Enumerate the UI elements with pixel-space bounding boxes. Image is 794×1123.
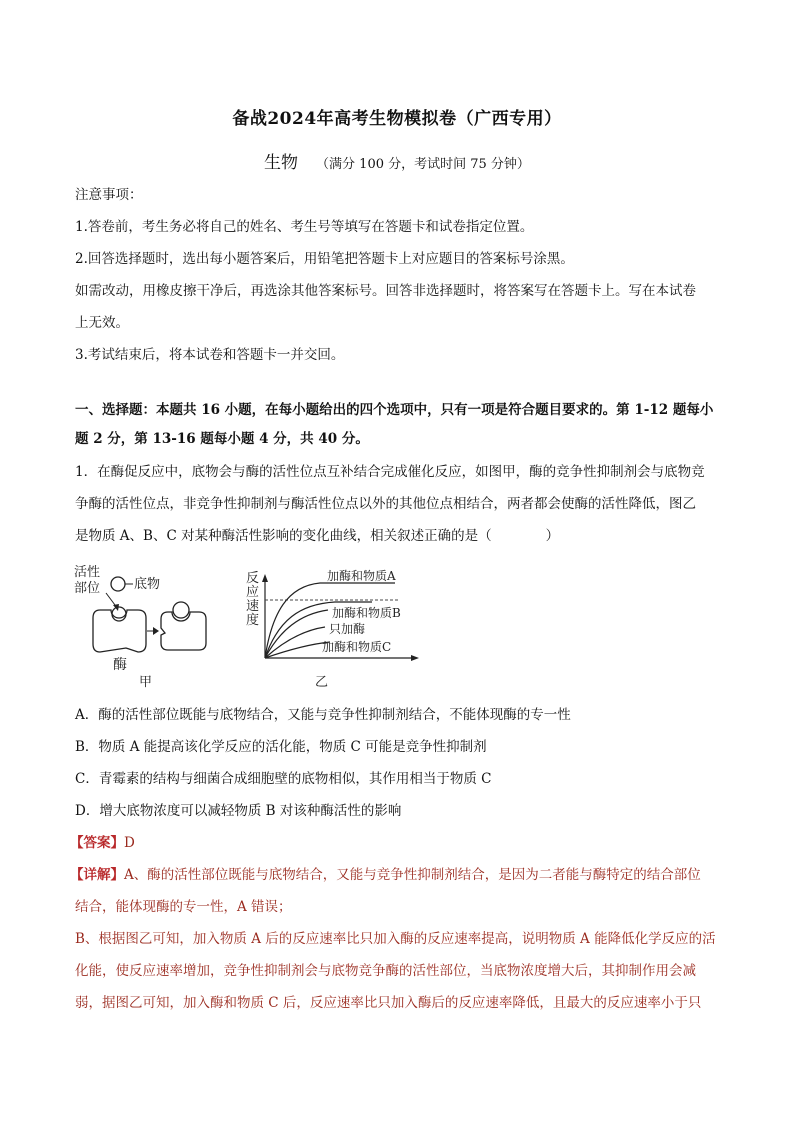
notice-item: 1.答卷前，考生务必将自己的姓名、考生号等填写在答题卡和试卷指定位置。 [75, 219, 534, 235]
section-heading-cont: 题 2 分，第 13-16 题每小题 4 分，共 40 分。 [75, 431, 369, 447]
answer-value: D [124, 835, 135, 851]
exam-info: （满分 100 分，考试时间 75 分钟） [316, 157, 530, 172]
page-title: 备战2024年高考生物模拟卷（广西专用） [232, 109, 562, 129]
notice-item: 2.回答选择题时，选出每小题答案后，用铅笔把答题卡上对应题目的答案标号涂黑。 [75, 251, 574, 267]
label-active-site-2: 部位 [74, 581, 101, 596]
reaction-arrowhead [153, 627, 159, 635]
notice-item: 上无效。 [75, 315, 129, 331]
enzyme-shape-left [93, 610, 146, 652]
subject-label: 生物 [264, 153, 299, 173]
explain-text: 结合，能体现酶的专一性，A 错误； [75, 899, 292, 915]
question-stem: 争酶的活性位点，非竞争性抑制剂与酶活性位点以外的其他位点相结合，两者都会使酶的活性降低，图乙 [75, 496, 696, 512]
explain-text: A、酶的活性部位既能与底物结合，又能与竞争性抑制剂结合，是因为二者能与酶特定的结合部位 [124, 867, 701, 883]
series-label-b: 加酶和物质B [332, 606, 401, 620]
explain-text: 化能，使反应速率增加，竞争性抑制剂会与底物竞争酶的活性部位，当底物浓度增大后，其抑制作用会减 [75, 963, 696, 979]
caption-yi: 乙 [315, 675, 329, 690]
substrate-circle [111, 577, 125, 591]
y-axis-arrowhead [262, 574, 268, 582]
explain-label: 【详解】 [70, 867, 124, 883]
option-a: A．酶的活性部位既能与底物结合，又能与竞争性抑制剂结合，不能体现酶的专一性 [75, 707, 571, 723]
series-label-enzyme-only: 只加酶 [329, 622, 366, 636]
released-substrate [173, 602, 189, 618]
caption-jia: 甲 [139, 675, 153, 690]
section-heading: 一、选择题：本题共 16 小题，在每小题给出的四个选项中，只有一项是符合题目要求的。第 1-12 题每小 [75, 402, 714, 418]
notice-item: 如需改动，用橡皮擦干净后，再选涂其他答案标号。回答非选择题时，将答案写在答题卡上。写在本试卷 [75, 283, 696, 299]
bound-substrate [112, 607, 126, 621]
notice-heading: 注意事项： [75, 187, 143, 203]
label-active-site-1: 活性 [74, 565, 101, 580]
y-axis-label: 应 [246, 585, 260, 600]
question-stem: 是物质 A、B、C 对某种酶活性影响的变化曲线，相关叙述正确的是（ ） [75, 528, 560, 544]
series-label-c: 加酶和物质C [322, 640, 392, 654]
option-d: D．增大底物浓度可以减轻物质 B 对该种酶活性的影响 [75, 803, 402, 819]
series-label-a: 加酶和物质A [327, 569, 396, 583]
x-axis-arrowhead [411, 655, 419, 661]
notice-item: 3.考试结束后，将本试卷和答题卡一并交回。 [75, 347, 345, 363]
label-substrate: 底物 [134, 577, 161, 592]
answer-label: 【答案】 [70, 835, 124, 851]
option-b: B．物质 A 能提高该化学反应的活化能，物质 C 可能是竞争性抑制剂 [75, 739, 487, 755]
answer-row [70, 833, 720, 853]
explain-row [70, 865, 720, 885]
option-c: C．青霉素的结构与细菌合成细胞壁的底物相似，其作用相当于物质 C [75, 771, 492, 787]
explain-text: B、根据图乙可知，加入物质 A 后的反应速率比只加入酶的反应速率提高，说明物质 A 能降低化学反应的活 [75, 931, 716, 947]
label-enzyme: 酶 [113, 657, 127, 673]
y-axis-label: 反 [246, 571, 260, 586]
y-axis-label: 速 [246, 599, 260, 614]
explain-text: 弱，据图乙可知，加入酶和物质 C 后，反应速率比只加入酶后的反应速率降低，且最大的反应速率小于只 [75, 995, 702, 1011]
y-axis-label: 度 [246, 613, 260, 628]
curve-enzyme-only [265, 627, 325, 658]
question-stem: 1．在酶促反应中，底物会与酶的活性位点互补结合完成催化反应，如图甲，酶的竞争性抑制剂会与底物竞 [75, 464, 705, 480]
